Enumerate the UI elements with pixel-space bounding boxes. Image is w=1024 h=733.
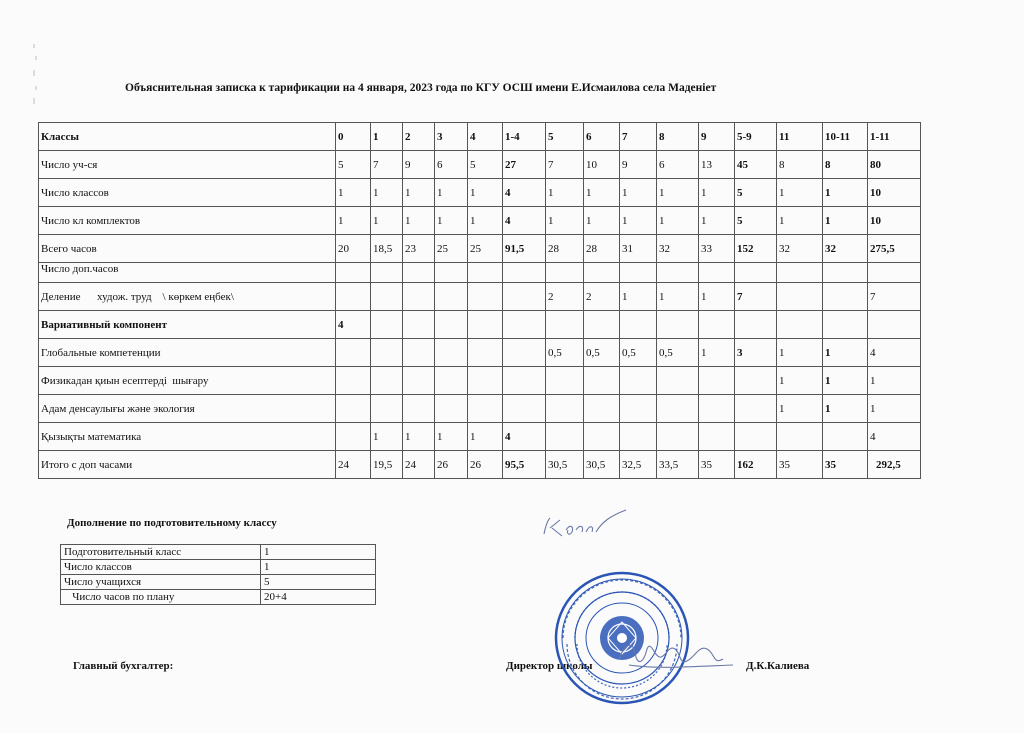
table-cell [584,423,620,451]
table-cell: 7 [620,123,657,151]
table-cell: 9 [403,151,435,179]
table-cell [403,283,435,311]
table-cell: 3 [735,339,777,367]
table-cell: 162 [735,451,777,479]
table-row [39,311,921,339]
table-cell: 1 [371,207,403,235]
table-cell [336,367,371,395]
table-cell [468,263,503,283]
table-cell: 1 [371,423,403,451]
prep-value: 1 [261,560,376,575]
table-cell [435,339,468,367]
table-cell: 1 [657,207,699,235]
table-cell: 25 [468,235,503,263]
table-cell: 28 [584,235,620,263]
row-label: Деление худож. труд \ көркем еңбек\ [39,283,336,311]
table-cell [403,263,435,283]
table-cell: 1 [868,395,921,423]
table-cell: 1 [435,207,468,235]
table-cell [371,283,403,311]
table-cell: 1-11 [868,123,921,151]
prep-label: Подготовительный класс [61,545,261,560]
table-cell [435,395,468,423]
table-cell [868,311,921,339]
table-cell: 9 [699,123,735,151]
table-cell: 1 [403,207,435,235]
table-cell: 1 [403,423,435,451]
table-cell [777,263,823,283]
table-cell: 30,5 [546,451,584,479]
prep-row [61,545,376,560]
table-cell [468,283,503,311]
table-cell: 7 [868,283,921,311]
table-cell: 1 [468,207,503,235]
table-cell: 1 [777,207,823,235]
table-cell [403,339,435,367]
table-cell [503,339,546,367]
table-cell: 23 [403,235,435,263]
table-cell: 18,5 [371,235,403,263]
row-label: Адам денсаулығы және экология [39,395,336,423]
table-cell [620,263,657,283]
table-row [39,151,921,179]
table-cell: 1 [657,179,699,207]
row-label: Итого с доп часами [39,451,336,479]
table-cell [468,311,503,339]
table-cell [868,263,921,283]
prep-value: 5 [261,575,376,590]
table-cell [435,283,468,311]
table-cell: 8 [777,151,823,179]
table-cell: 25 [435,235,468,263]
table-cell [620,395,657,423]
table-cell [699,263,735,283]
prep-value: 20+4 [261,590,376,605]
table-cell [336,283,371,311]
table-row [39,283,921,311]
table-cell [503,283,546,311]
table-cell [468,367,503,395]
table-cell: 13 [699,151,735,179]
margin-marks [30,40,42,130]
table-cell: 1-4 [503,123,546,151]
table-cell [336,263,371,283]
row-label: Всего часов [39,235,336,263]
table-cell [620,423,657,451]
table-cell [371,395,403,423]
table-cell: 32 [657,235,699,263]
table-cell: 1 [823,367,868,395]
table-cell [777,311,823,339]
table-cell: 11 [777,123,823,151]
table-cell [546,395,584,423]
table-cell: 275,5 [868,235,921,263]
row-label: Число кл комплектов [39,207,336,235]
row-label: Число классов [39,179,336,207]
table-cell [584,263,620,283]
table-row [39,423,921,451]
table-cell: 0 [336,123,371,151]
table-cell [620,311,657,339]
table-cell: 1 [468,423,503,451]
table-row [39,339,921,367]
director-name: Д.К.Калиева [746,660,810,672]
table-cell [657,423,699,451]
table-cell: 7 [735,283,777,311]
prep-row [61,560,376,575]
table-cell [371,263,403,283]
table-cell [584,367,620,395]
table-cell [735,311,777,339]
table-cell: 35 [823,451,868,479]
table-cell: 1 [371,179,403,207]
row-label: Вариативный компонент [39,311,336,339]
table-cell [371,339,403,367]
table-cell [620,367,657,395]
table-cell [468,339,503,367]
table-row [39,451,921,479]
row-label: Қызықты математика [39,423,336,451]
handwritten-signature-1 [540,506,635,546]
director-label: Директор школы [506,660,593,672]
table-cell [336,395,371,423]
table-cell: 1 [584,179,620,207]
row-label: Число доп.часов [39,263,336,283]
table-row [39,395,921,423]
prep-label: Число учащихся [61,575,261,590]
table-cell [546,367,584,395]
table-cell [657,311,699,339]
table-cell [371,367,403,395]
table-cell: 24 [403,451,435,479]
table-row [39,367,921,395]
table-cell: 1 [546,179,584,207]
table-cell: 0,5 [620,339,657,367]
table-cell: 10-11 [823,123,868,151]
table-cell [435,367,468,395]
table-cell: 1 [699,339,735,367]
chief-accountant-label: Главный бухгалтер: [73,660,174,672]
table-cell: 33,5 [657,451,699,479]
table-cell: 0,5 [657,339,699,367]
table-cell: 31 [620,235,657,263]
table-cell: 0,5 [546,339,584,367]
table-cell [503,395,546,423]
table-cell: 5 [336,151,371,179]
row-label: Классы [39,123,336,151]
table-cell [584,311,620,339]
table-cell: 2 [546,283,584,311]
table-cell [657,367,699,395]
table-cell: 1 [546,207,584,235]
prep-value: 1 [261,545,376,560]
table-cell: 0,5 [584,339,620,367]
table-cell [823,311,868,339]
prep-row [61,590,376,605]
table-cell [735,367,777,395]
table-cell: 24 [336,451,371,479]
prep-section-title: Дополнение по подготовительному классу [67,517,277,529]
table-cell [657,263,699,283]
table-cell: 80 [868,151,921,179]
table-cell: 2 [403,123,435,151]
table-cell: 1 [584,207,620,235]
table-cell [546,311,584,339]
table-cell: 10 [584,151,620,179]
table-cell: 1 [620,283,657,311]
table-cell [699,423,735,451]
table-cell: 6 [657,151,699,179]
prep-class-table [60,544,376,605]
table-cell [503,263,546,283]
table-cell: 1 [620,179,657,207]
table-cell: 20 [336,235,371,263]
table-cell: 5 [735,207,777,235]
table-cell [777,283,823,311]
table-cell: 19,5 [371,451,403,479]
table-row [39,179,921,207]
table-cell: 30,5 [584,451,620,479]
table-cell: 7 [371,151,403,179]
table-cell: 6 [584,123,620,151]
table-cell: 26 [468,451,503,479]
table-cell: 1 [336,179,371,207]
table-cell: 28 [546,235,584,263]
table-cell [735,263,777,283]
table-cell: 32 [777,235,823,263]
table-cell: 8 [657,123,699,151]
table-cell: 1 [868,367,921,395]
table-cell: 9 [620,151,657,179]
tariff-table [38,122,921,479]
table-cell: 4 [503,423,546,451]
table-cell [735,423,777,451]
table-cell: 1 [435,179,468,207]
table-cell: 1 [371,123,403,151]
table-cell: 4 [336,311,371,339]
table-cell: 4 [868,423,921,451]
table-cell [503,367,546,395]
table-cell: 1 [777,367,823,395]
table-cell: 35 [777,451,823,479]
table-cell [699,395,735,423]
table-cell: 1 [823,339,868,367]
table-cell: 26 [435,451,468,479]
table-cell: 1 [777,179,823,207]
handwritten-signature-2 [615,635,740,675]
table-row [39,263,921,283]
prep-label: Число часов по плану [61,590,261,605]
table-cell: 3 [435,123,468,151]
table-cell: 4 [503,179,546,207]
table-cell: 35 [699,451,735,479]
table-cell: 4 [503,207,546,235]
table-cell: 1 [657,283,699,311]
table-cell: 1 [777,395,823,423]
table-cell: 1 [823,395,868,423]
table-cell [699,367,735,395]
table-cell: 1 [777,339,823,367]
table-cell: 1 [468,179,503,207]
table-cell: 292,5 [868,451,921,479]
table-cell: 1 [699,179,735,207]
table-cell: 4 [468,123,503,151]
table-cell [503,311,546,339]
table-cell: 95,5 [503,451,546,479]
table-cell: 45 [735,151,777,179]
table-cell [823,263,868,283]
table-cell: 32,5 [620,451,657,479]
table-cell: 5 [546,123,584,151]
prep-row [61,575,376,590]
table-cell [699,311,735,339]
table-row [39,123,921,151]
table-cell [435,311,468,339]
table-cell: 1 [403,179,435,207]
table-cell [435,263,468,283]
table-cell [403,367,435,395]
row-label: Число уч-ся [39,151,336,179]
row-label: Глобальные компетенции [39,339,336,367]
table-cell: 1 [336,207,371,235]
table-cell [735,395,777,423]
row-label: Физикадан қиын есептерді шығару [39,367,336,395]
table-cell [823,283,868,311]
table-cell: 1 [823,207,868,235]
table-cell: 8 [823,151,868,179]
table-cell: 27 [503,151,546,179]
table-cell: 10 [868,207,921,235]
table-cell: 7 [546,151,584,179]
table-cell: 1 [699,207,735,235]
table-cell: 5 [735,179,777,207]
table-cell: 91,5 [503,235,546,263]
table-cell: 4 [868,339,921,367]
table-cell: 1 [435,423,468,451]
table-cell [468,395,503,423]
table-cell [823,423,868,451]
table-cell [546,263,584,283]
table-row [39,207,921,235]
table-cell [403,311,435,339]
table-cell [371,311,403,339]
table-cell [777,423,823,451]
table-cell: 33 [699,235,735,263]
table-cell: 10 [868,179,921,207]
table-cell: 5-9 [735,123,777,151]
table-cell: 1 [823,179,868,207]
table-cell: 6 [435,151,468,179]
document-title: Объяснительная записка к тарификации на 4 января, 2023 года по КГУ ОСШ имени Е.Исмаилова села Маденiет [125,82,717,94]
table-cell: 32 [823,235,868,263]
table-cell: 152 [735,235,777,263]
table-cell [336,423,371,451]
table-cell [657,395,699,423]
prep-label: Число классов [61,560,261,575]
table-cell: 2 [584,283,620,311]
table-cell [403,395,435,423]
table-cell [336,339,371,367]
table-row [39,235,921,263]
table-cell: 1 [620,207,657,235]
table-cell [546,423,584,451]
table-cell [584,395,620,423]
table-cell: 5 [468,151,503,179]
table-cell: 1 [699,283,735,311]
